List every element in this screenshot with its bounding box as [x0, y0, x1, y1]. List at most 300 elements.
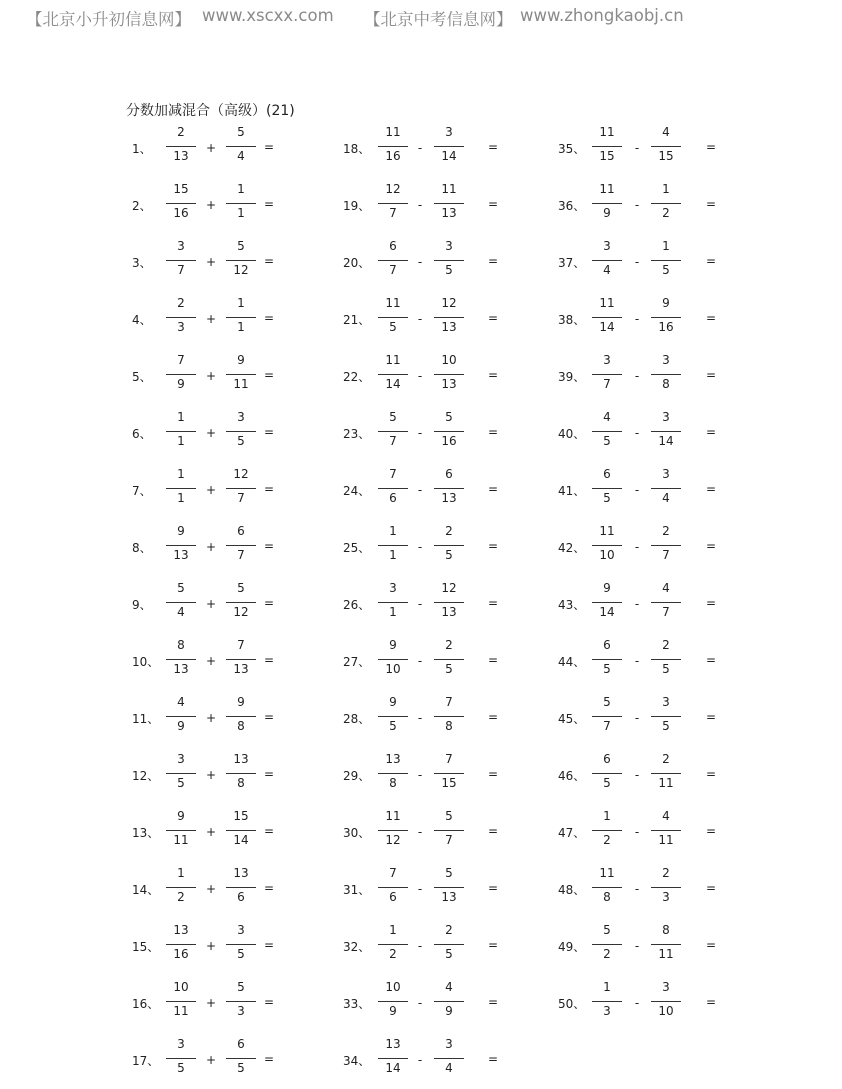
denominator: 5 [445, 548, 453, 562]
equals-sign: = [488, 653, 499, 667]
numerator: 2 [662, 524, 670, 538]
denominator: 7 [445, 833, 453, 847]
denominator: 5 [662, 719, 670, 733]
numerator: 2 [445, 524, 453, 538]
numerator: 3 [662, 695, 670, 709]
operator: - [417, 141, 423, 155]
denominator: 2 [389, 947, 397, 961]
equals-sign: = [264, 254, 275, 268]
denominator: 8 [445, 719, 453, 733]
denominator: 4 [603, 263, 611, 277]
fraction-bar [592, 317, 622, 318]
fraction-bar [166, 716, 196, 717]
numerator: 11 [599, 296, 615, 310]
denominator: 4 [237, 149, 245, 163]
numerator: 7 [389, 866, 397, 880]
problem-item [343, 467, 513, 511]
operator: + [206, 312, 217, 326]
fraction-bar [378, 488, 408, 489]
denominator: 3 [177, 320, 185, 334]
denominator: 8 [237, 719, 245, 733]
problem-item [558, 809, 728, 853]
numerator: 5 [445, 410, 453, 424]
operator: - [634, 597, 640, 611]
problem-number: 45、 [558, 712, 586, 726]
denominator: 5 [237, 947, 245, 961]
numerator: 5 [603, 923, 611, 937]
fraction-bar [226, 374, 256, 375]
equals-sign: = [706, 425, 717, 439]
equals-sign: = [264, 140, 275, 154]
fraction-bar [378, 659, 408, 660]
operator: - [634, 882, 640, 896]
problem-number: 11、 [132, 712, 160, 726]
equals-sign: = [264, 881, 275, 895]
fraction-bar [378, 1058, 408, 1059]
equals-sign: = [706, 653, 717, 667]
numerator: 1 [603, 980, 611, 994]
fraction-bar [378, 602, 408, 603]
numerator: 4 [603, 410, 611, 424]
denominator: 8 [389, 776, 397, 790]
operator: - [417, 825, 423, 839]
numerator: 13 [385, 752, 401, 766]
denominator: 8 [603, 890, 611, 904]
fraction-bar [378, 887, 408, 888]
fraction-bar [166, 944, 196, 945]
denominator: 2 [177, 890, 185, 904]
problem-number: 42、 [558, 541, 586, 555]
fraction-bar [434, 716, 464, 717]
operator: - [634, 198, 640, 212]
denominator: 13 [441, 206, 457, 220]
fraction-bar [434, 374, 464, 375]
operator: - [634, 540, 640, 554]
numerator: 13 [233, 752, 249, 766]
numerator: 3 [603, 353, 611, 367]
numerator: 5 [237, 980, 245, 994]
denominator: 9 [445, 1004, 453, 1018]
numerator: 11 [385, 353, 401, 367]
denominator: 13 [441, 320, 457, 334]
denominator: 13 [173, 662, 189, 676]
denominator: 12 [385, 833, 401, 847]
fraction-bar [651, 146, 681, 147]
operator: + [206, 996, 217, 1010]
denominator: 10 [658, 1004, 674, 1018]
fraction-bar [226, 431, 256, 432]
problem-item [132, 125, 302, 169]
operator: - [417, 768, 423, 782]
equals-sign: = [706, 254, 717, 268]
fraction-bar [166, 773, 196, 774]
equals-sign: = [488, 197, 499, 211]
equals-sign: = [706, 710, 717, 724]
operator: - [634, 654, 640, 668]
problem-item [132, 980, 302, 1024]
denominator: 9 [389, 1004, 397, 1018]
problem-number: 26、 [343, 598, 371, 612]
fraction-bar [592, 374, 622, 375]
fraction-bar [378, 203, 408, 204]
equals-sign: = [706, 995, 717, 1009]
problem-item [558, 752, 728, 796]
problem-item [558, 638, 728, 682]
fraction-bar [226, 1001, 256, 1002]
numerator: 1 [389, 923, 397, 937]
numerator: 1 [389, 524, 397, 538]
numerator: 2 [177, 125, 185, 139]
numerator: 6 [237, 1037, 245, 1051]
fraction-bar [166, 431, 196, 432]
operator: - [417, 312, 423, 326]
fraction-bar [434, 1058, 464, 1059]
numerator: 11 [599, 524, 615, 538]
problem-number: 20、 [343, 256, 371, 270]
fraction-bar [651, 431, 681, 432]
denominator: 5 [445, 947, 453, 961]
equals-sign: = [488, 710, 499, 724]
problem-item [343, 1037, 513, 1081]
numerator: 1 [603, 809, 611, 823]
operator: - [417, 483, 423, 497]
site1-name: 【北京小升初信息网】 [26, 10, 191, 29]
fraction-bar [378, 1001, 408, 1002]
denominator: 5 [603, 662, 611, 676]
fraction-bar [226, 317, 256, 318]
worksheet-title: 分数加减混合（高级）(21) [126, 103, 295, 119]
problem-number: 13、 [132, 826, 160, 840]
fraction-bar [592, 203, 622, 204]
numerator: 10 [385, 980, 401, 994]
fraction-bar [434, 488, 464, 489]
denominator: 5 [445, 662, 453, 676]
operator: - [417, 654, 423, 668]
equals-sign: = [264, 653, 275, 667]
operator: + [206, 597, 217, 611]
denominator: 7 [237, 548, 245, 562]
problem-item [132, 239, 302, 283]
numerator: 2 [662, 638, 670, 652]
denominator: 1 [237, 206, 245, 220]
fraction-bar [592, 830, 622, 831]
denominator: 7 [237, 491, 245, 505]
numerator: 8 [662, 923, 670, 937]
equals-sign: = [264, 1052, 275, 1066]
problem-number: 34、 [343, 1054, 371, 1068]
fraction-bar [592, 944, 622, 945]
equals-sign: = [264, 368, 275, 382]
problem-number: 1、 [132, 142, 152, 156]
numerator: 7 [177, 353, 185, 367]
numerator: 10 [173, 980, 189, 994]
operator: - [417, 882, 423, 896]
fraction-bar [651, 602, 681, 603]
denominator: 3 [237, 1004, 245, 1018]
numerator: 6 [445, 467, 453, 481]
numerator: 13 [385, 1037, 401, 1051]
site2-url[interactable]: www.zhongkaobj.cn [520, 6, 684, 25]
equals-sign: = [264, 425, 275, 439]
fraction-bar [226, 944, 256, 945]
operator: - [417, 1053, 423, 1067]
operator: - [634, 483, 640, 497]
numerator: 2 [662, 866, 670, 880]
numerator: 1 [662, 239, 670, 253]
problem-number: 32、 [343, 940, 371, 954]
denominator: 4 [177, 605, 185, 619]
numerator: 3 [177, 239, 185, 253]
numerator: 9 [389, 695, 397, 709]
numerator: 5 [603, 695, 611, 709]
equals-sign: = [264, 710, 275, 724]
problem-number: 22、 [343, 370, 371, 384]
denominator: 6 [389, 890, 397, 904]
problem-item [343, 809, 513, 853]
equals-sign: = [264, 539, 275, 553]
problem-number: 37、 [558, 256, 586, 270]
problem-number: 28、 [343, 712, 371, 726]
fraction-bar [378, 317, 408, 318]
problem-number: 24、 [343, 484, 371, 498]
problem-number: 43、 [558, 598, 586, 612]
denominator: 10 [599, 548, 615, 562]
problem-item [343, 923, 513, 967]
denominator: 6 [389, 491, 397, 505]
problem-number: 30、 [343, 826, 371, 840]
denominator: 5 [237, 1061, 245, 1075]
problem-number: 16、 [132, 997, 160, 1011]
equals-sign: = [488, 767, 499, 781]
denominator: 5 [177, 776, 185, 790]
numerator: 3 [445, 239, 453, 253]
fraction-bar [592, 1001, 622, 1002]
operator: - [417, 939, 423, 953]
numerator: 3 [177, 752, 185, 766]
numerator: 5 [389, 410, 397, 424]
denominator: 5 [603, 491, 611, 505]
fraction-bar [378, 773, 408, 774]
fraction-bar [651, 317, 681, 318]
denominator: 16 [658, 320, 674, 334]
numerator: 9 [177, 524, 185, 538]
numerator: 1 [177, 410, 185, 424]
denominator: 2 [603, 947, 611, 961]
numerator: 5 [237, 239, 245, 253]
denominator: 16 [173, 947, 189, 961]
fraction-bar [378, 545, 408, 546]
numerator: 13 [173, 923, 189, 937]
fraction-bar [226, 1058, 256, 1059]
fraction-bar [226, 887, 256, 888]
denominator: 5 [603, 434, 611, 448]
denominator: 11 [658, 833, 674, 847]
problem-number: 39、 [558, 370, 586, 384]
denominator: 10 [385, 662, 401, 676]
site2-name: 【北京中考信息网】 [364, 10, 513, 29]
equals-sign: = [264, 824, 275, 838]
fraction-bar [592, 659, 622, 660]
equals-sign: = [706, 767, 717, 781]
fraction-bar [378, 260, 408, 261]
problem-number: 7、 [132, 484, 152, 498]
fraction-bar [166, 659, 196, 660]
numerator: 9 [237, 695, 245, 709]
problem-number: 19、 [343, 199, 371, 213]
problem-number: 6、 [132, 427, 152, 441]
fraction-bar [651, 716, 681, 717]
numerator: 12 [233, 467, 249, 481]
problem-item [558, 866, 728, 910]
fraction-bar [166, 146, 196, 147]
equals-sign: = [488, 938, 499, 952]
equals-sign: = [488, 311, 499, 325]
problem-item [132, 752, 302, 796]
numerator: 8 [177, 638, 185, 652]
numerator: 12 [441, 296, 457, 310]
operator: + [206, 882, 217, 896]
fraction-bar [166, 1058, 196, 1059]
problem-number: 4、 [132, 313, 152, 327]
problem-item [343, 752, 513, 796]
equals-sign: = [706, 368, 717, 382]
fraction-bar [378, 374, 408, 375]
operator: - [417, 996, 423, 1010]
fraction-bar [434, 317, 464, 318]
problem-item [343, 239, 513, 283]
numerator: 11 [441, 182, 457, 196]
denominator: 7 [177, 263, 185, 277]
numerator: 10 [441, 353, 457, 367]
denominator: 7 [389, 434, 397, 448]
numerator: 7 [445, 695, 453, 709]
operator: - [634, 768, 640, 782]
denominator: 5 [445, 263, 453, 277]
denominator: 7 [662, 548, 670, 562]
operator: + [206, 540, 217, 554]
problem-item [132, 866, 302, 910]
problem-item [343, 524, 513, 568]
denominator: 14 [385, 1061, 401, 1075]
problem-item [558, 581, 728, 625]
fraction-bar [226, 545, 256, 546]
equals-sign: = [706, 881, 717, 895]
problem-item [558, 980, 728, 1024]
problem-number: 18、 [343, 142, 371, 156]
problem-item [343, 353, 513, 397]
operator: - [634, 711, 640, 725]
fraction-bar [166, 545, 196, 546]
numerator: 9 [662, 296, 670, 310]
operator: + [206, 255, 217, 269]
denominator: 5 [389, 320, 397, 334]
denominator: 13 [441, 890, 457, 904]
denominator: 15 [599, 149, 615, 163]
numerator: 13 [233, 866, 249, 880]
numerator: 3 [445, 1037, 453, 1051]
numerator: 6 [389, 239, 397, 253]
problem-item [132, 809, 302, 853]
operator: - [417, 426, 423, 440]
numerator: 9 [177, 809, 185, 823]
numerator: 4 [445, 980, 453, 994]
denominator: 5 [662, 662, 670, 676]
fraction-bar [651, 659, 681, 660]
equals-sign: = [706, 311, 717, 325]
equals-sign: = [706, 539, 717, 553]
numerator: 9 [389, 638, 397, 652]
denominator: 1 [389, 548, 397, 562]
operator: - [634, 141, 640, 155]
fraction-bar [434, 830, 464, 831]
fraction-bar [651, 545, 681, 546]
numerator: 11 [385, 125, 401, 139]
numerator: 2 [662, 752, 670, 766]
numerator: 15 [173, 182, 189, 196]
numerator: 2 [177, 296, 185, 310]
fraction-bar [592, 716, 622, 717]
problem-item [343, 980, 513, 1024]
fraction-bar [434, 545, 464, 546]
problem-item [558, 467, 728, 511]
denominator: 13 [233, 662, 249, 676]
problem-item [132, 524, 302, 568]
fraction-bar [166, 887, 196, 888]
numerator: 9 [603, 581, 611, 595]
denominator: 13 [441, 377, 457, 391]
fraction-bar [434, 773, 464, 774]
site1-url[interactable]: www.xscxx.com [202, 6, 334, 25]
problem-number: 41、 [558, 484, 586, 498]
fraction-bar [226, 488, 256, 489]
numerator: 7 [389, 467, 397, 481]
problem-item [558, 296, 728, 340]
numerator: 2 [445, 638, 453, 652]
numerator: 6 [237, 524, 245, 538]
denominator: 14 [441, 149, 457, 163]
fraction-bar [434, 260, 464, 261]
fraction-bar [592, 545, 622, 546]
denominator: 12 [233, 263, 249, 277]
equals-sign: = [706, 197, 717, 211]
fraction-bar [651, 1001, 681, 1002]
numerator: 11 [599, 182, 615, 196]
fraction-bar [434, 203, 464, 204]
denominator: 7 [662, 605, 670, 619]
numerator: 6 [603, 467, 611, 481]
fraction-bar [651, 887, 681, 888]
problem-number: 3、 [132, 256, 152, 270]
numerator: 9 [237, 353, 245, 367]
operator: - [634, 939, 640, 953]
numerator: 4 [662, 809, 670, 823]
problem-number: 8、 [132, 541, 152, 555]
problem-number: 40、 [558, 427, 586, 441]
denominator: 8 [237, 776, 245, 790]
numerator: 7 [445, 752, 453, 766]
fraction-bar [651, 488, 681, 489]
fraction-bar [651, 260, 681, 261]
denominator: 7 [389, 206, 397, 220]
numerator: 11 [385, 809, 401, 823]
problem-number: 25、 [343, 541, 371, 555]
problem-number: 9、 [132, 598, 152, 612]
fraction-bar [166, 602, 196, 603]
denominator: 1 [389, 605, 397, 619]
equals-sign: = [488, 881, 499, 895]
equals-sign: = [488, 824, 499, 838]
fraction-bar [226, 203, 256, 204]
